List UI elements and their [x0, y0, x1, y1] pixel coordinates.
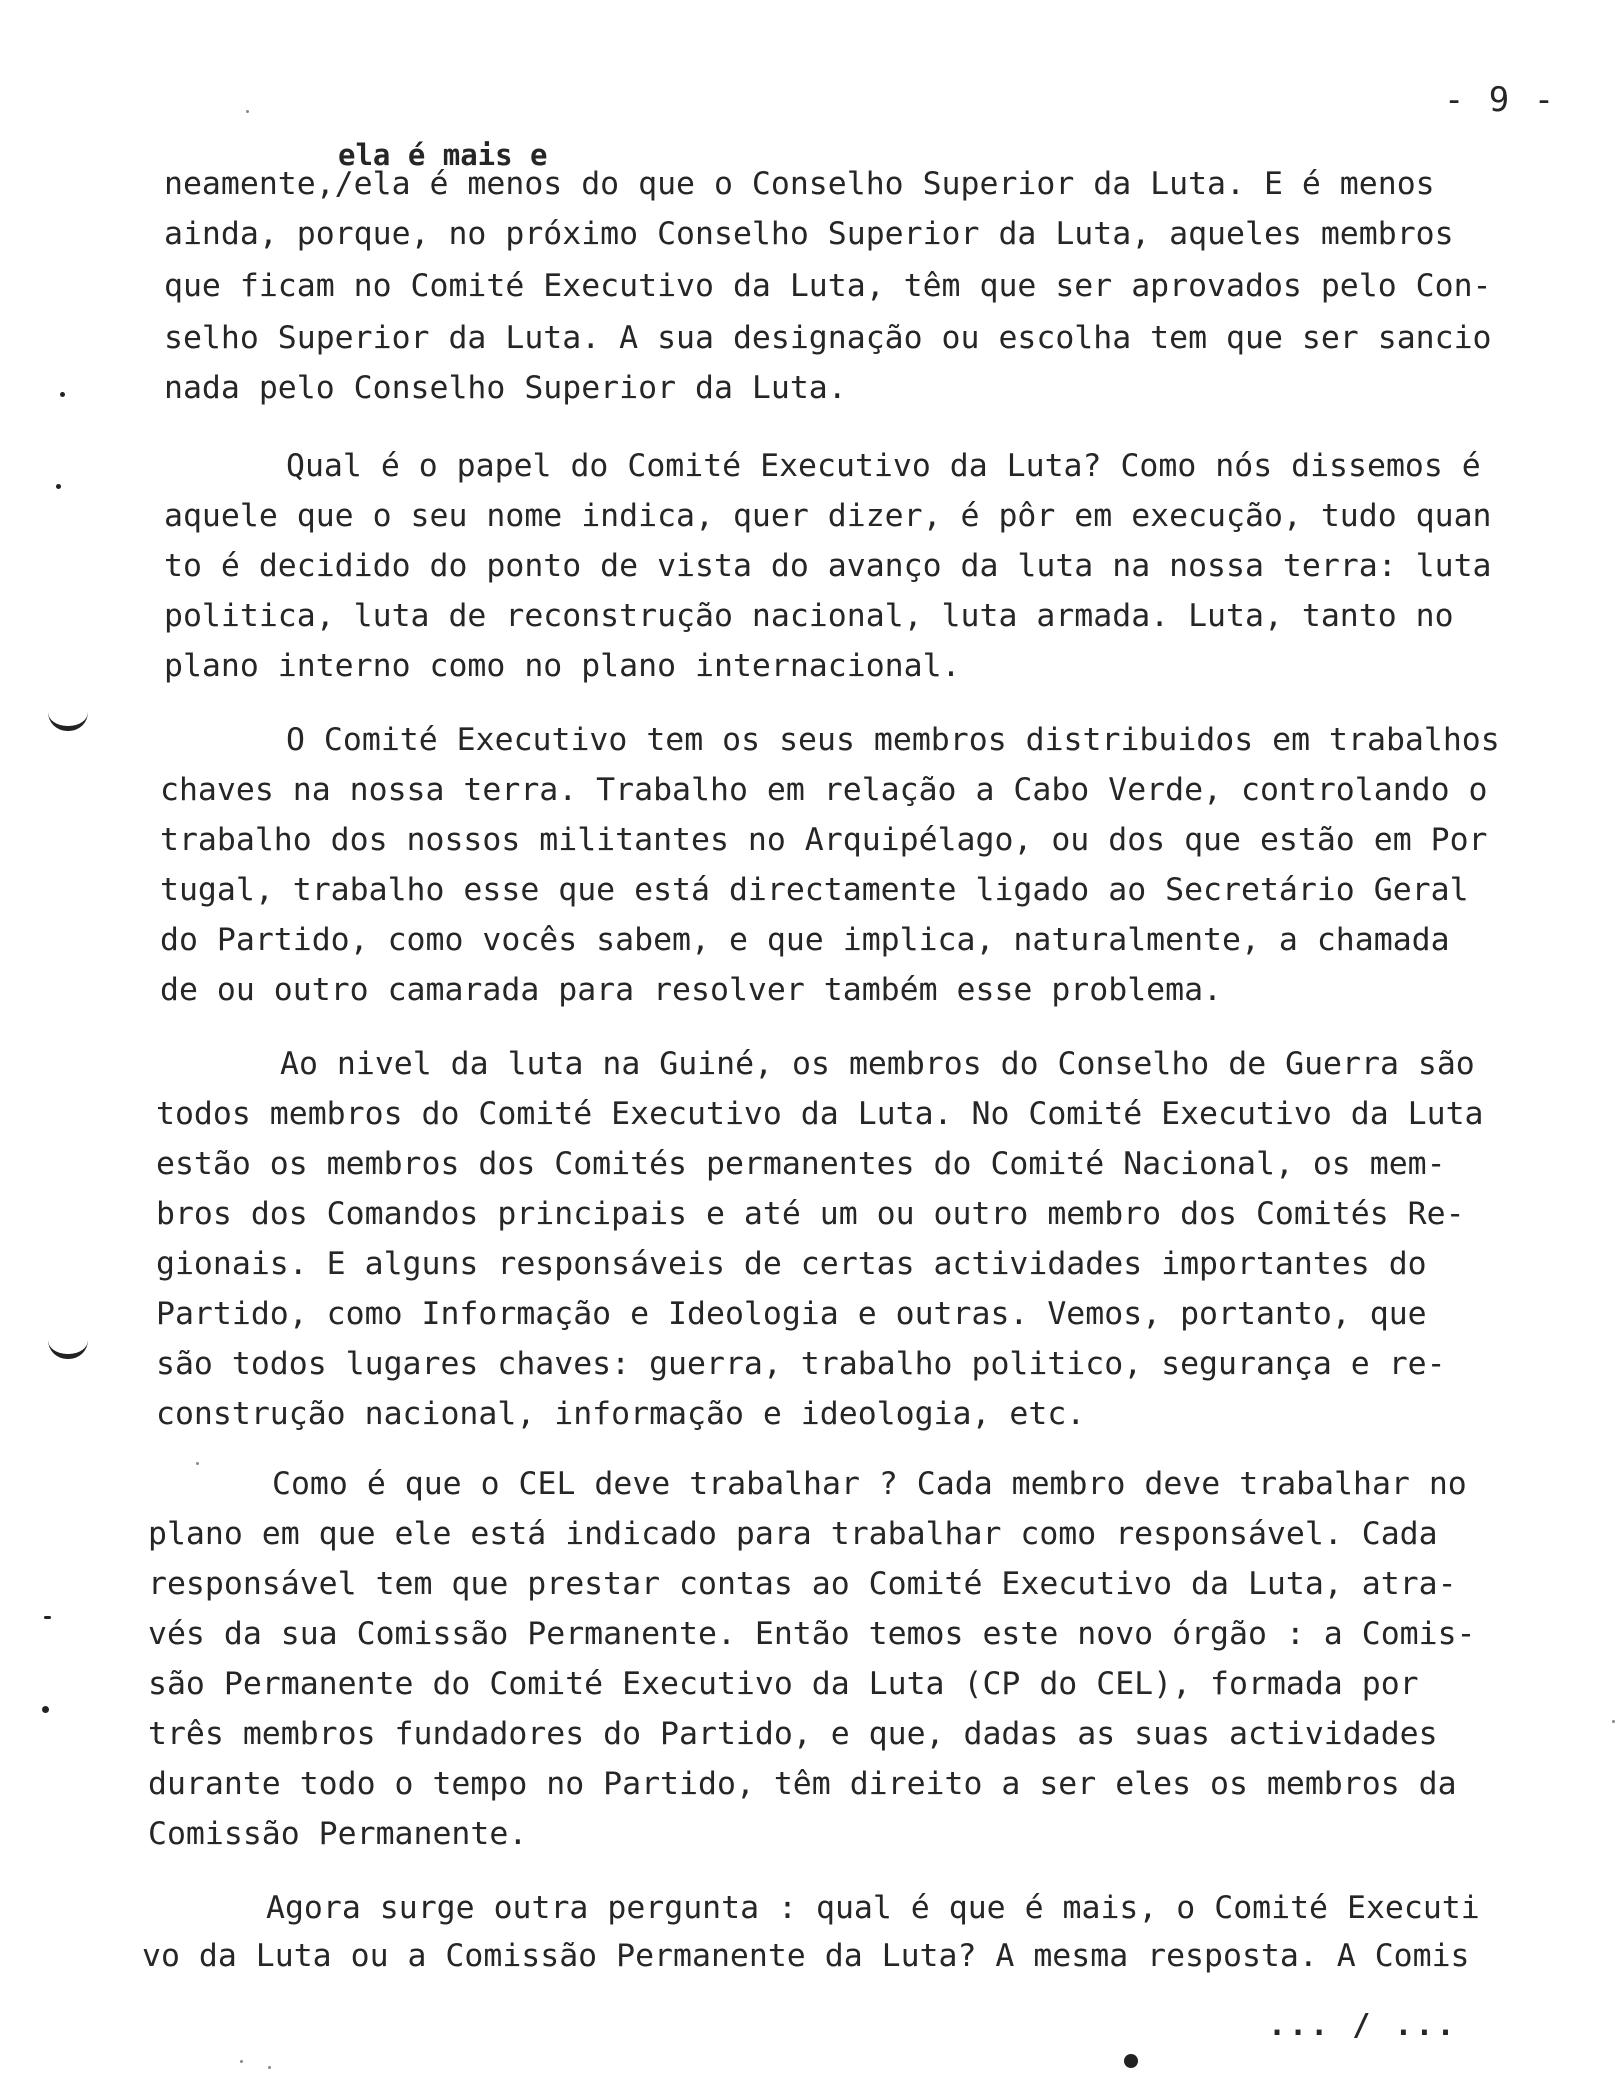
margin-bracket-mark: [48, 1340, 88, 1359]
margin-dot: [42, 1706, 49, 1713]
scan-speck: [268, 2066, 271, 2069]
text-line: responsável tem que prestar contas ao Comité Executivo da Luta, atra-: [148, 1566, 1457, 1602]
text-line: politica, luta de reconstrução nacional, luta armada. Luta, tanto no: [164, 598, 1454, 634]
text-line: trabalho dos nossos militantes no Arquipélago, ou dos que estão em Por: [160, 822, 1488, 858]
text-line: vo da Luta ou a Comissão Permanente da Luta? A mesma resposta. A Comis: [142, 1938, 1470, 1974]
text-line: todos membros do Comité Executivo da Luta. No Comité Executivo da Luta: [156, 1096, 1484, 1132]
text-line: são todos lugares chaves: guerra, trabalho politico, segurança e re-: [156, 1346, 1446, 1382]
text-line: to é decidido do ponto de vista do avanço da luta na nossa terra: luta: [164, 548, 1492, 584]
text-line: Comissão Permanente.: [148, 1816, 528, 1852]
text-line: ainda, porque, no próximo Conselho Superior da Luta, aqueles membros: [164, 216, 1454, 252]
text-line: chaves na nossa terra. Trabalho em relação a Cabo Verde, controlando o: [160, 772, 1488, 808]
scan-speck: [196, 1462, 199, 1465]
text-line: plano em que ele está indicado para trabalhar como responsável. Cada: [148, 1516, 1438, 1552]
text-line: plano interno como no plano internacional.: [164, 648, 961, 684]
text-line: do Partido, como vocês sabem, e que implica, naturalmente, a chamada: [160, 922, 1450, 958]
text-line: nada pelo Conselho Superior da Luta.: [164, 370, 847, 406]
text-line: Qual é o papel do Comité Executivo da Luta? Como nós dissemos é: [286, 448, 1481, 484]
text-line: que ficam no Comité Executivo da Luta, têm que ser aprovados pelo Con-: [164, 268, 1492, 304]
text-line: gionais. E alguns responsáveis de certas actividades importantes do: [156, 1246, 1427, 1282]
text-line: Ao nivel da luta na Guiné, os membros do Conselho de Guerra são: [280, 1046, 1475, 1082]
page-number: - 9 -: [1443, 80, 1557, 120]
margin-dot: [56, 484, 61, 489]
text-line: tugal, trabalho esse que está directamente ligado ao Secretário Geral: [160, 872, 1469, 908]
scan-speck: [246, 110, 249, 113]
margin-dot: [60, 392, 65, 397]
text-line: três membros fundadores do Partido, e que, dadas as suas actividades: [148, 1716, 1438, 1752]
text-line: são Permanente do Comité Executivo da Luta (CP do CEL), formada por: [148, 1666, 1419, 1702]
text-line: Como é que o CEL deve trabalhar ? Cada membro deve trabalhar no: [272, 1466, 1467, 1502]
text-line: O Comité Executivo tem os seus membros distribuidos em trabalhos: [286, 722, 1500, 758]
handwritten-insertion: ela é mais e: [338, 138, 548, 172]
margin-bracket-mark: [48, 712, 88, 731]
text-line: neamente,/ela é menos do que o Conselho Superior da Luta. E é menos: [164, 166, 1435, 202]
text-line: durante todo o tempo no Partido, têm direito a ser eles os membros da: [148, 1766, 1457, 1802]
text-line: selho Superior da Luta. A sua designação ou escolha tem que ser sancio: [164, 320, 1492, 356]
margin-dot: [44, 1616, 51, 1619]
text-line: vés da sua Comissão Permanente. Então temos este novo órgão : a Comis-: [148, 1616, 1476, 1652]
text-line: aquele que o seu nome indica, quer dizer, é pôr em execução, tudo quan: [164, 498, 1492, 534]
scan-speck: [1612, 1720, 1615, 1723]
scan-speck: [240, 2060, 243, 2063]
text-line: Partido, como Informação e Ideologia e outras. Vemos, portanto, que: [156, 1296, 1427, 1332]
text-line: bros dos Comandos principais e até um ou outro membro dos Comités Re-: [156, 1196, 1465, 1232]
text-line: construção nacional, informação e ideologia, etc.: [156, 1396, 1086, 1432]
continuation-mark: ... / ...: [1268, 2008, 1458, 2043]
text-line: Agora surge outra pergunta : qual é que é mais, o Comité Executi: [266, 1890, 1480, 1926]
text-line: de ou outro camarada para resolver também esse problema.: [160, 972, 1223, 1008]
text-line: estão os membros dos Comités permanentes do Comité Nacional, os mem-: [156, 1146, 1446, 1182]
ink-blot: [1124, 2054, 1138, 2068]
